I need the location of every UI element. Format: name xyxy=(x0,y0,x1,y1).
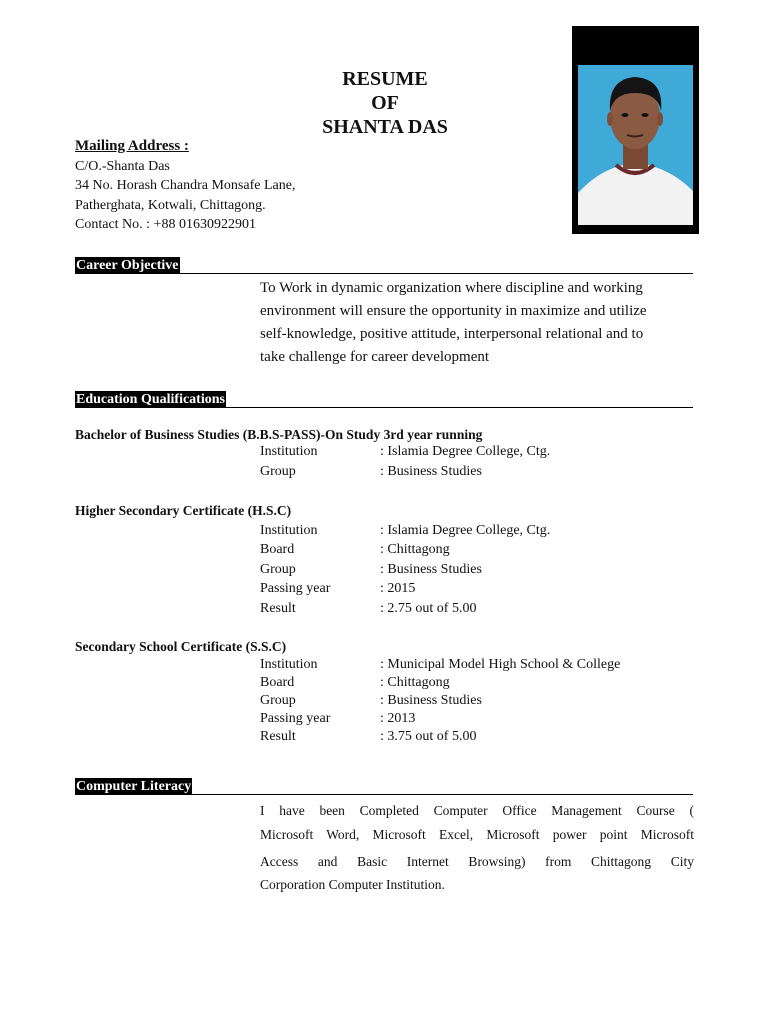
profile-photo xyxy=(572,26,699,234)
contact-number: Contact No. : +88 01630922901 xyxy=(75,217,256,232)
computer-line-2: Microsoft Word, Microsoft Excel, Microsoft power point Microsoft xyxy=(260,827,694,842)
mailing-line-city: Patherghata, Kotwali, Chittagong. xyxy=(75,198,266,213)
career-objective-text xyxy=(260,277,694,369)
portrait-photo-icon xyxy=(578,65,693,225)
resume-title-line-2: OF xyxy=(371,92,399,114)
bbs-group-value: : Business Studies xyxy=(380,464,482,479)
bbs-title: Bachelor of Business Studies (B.B.S-PASS)-On Study 3rd year running xyxy=(75,427,483,442)
bbs-institution-label: Institution xyxy=(260,444,318,459)
hsc-board-value: : Chittagong xyxy=(380,542,450,557)
career-line-4: take challenge for career development xyxy=(260,349,490,365)
mailing-address-heading: Mailing Address : xyxy=(75,138,189,154)
resume-title-line-1: RESUME xyxy=(342,68,428,90)
ssc-passing-year-value: : 2013 xyxy=(380,711,416,726)
hsc-institution-value: : Islamia Degree College, Ctg. xyxy=(380,523,551,538)
bbs-institution-value: : Islamia Degree College, Ctg. xyxy=(380,444,551,459)
computer-line-1: I have been Completed Computer Office Management Course ( xyxy=(260,803,694,818)
career-line-3: self-knowledge, positive attitude, interpersonal relational and to xyxy=(260,326,644,342)
ssc-group-label: Group xyxy=(260,693,296,708)
hsc-result-label: Result xyxy=(260,601,296,616)
hsc-group-label: Group xyxy=(260,562,296,577)
career-line-1: To Work in dynamic organization where discipline and working xyxy=(260,280,643,296)
ssc-board-label: Board xyxy=(260,675,295,690)
computer-line-4: Corporation Computer Institution. xyxy=(260,877,445,892)
education-heading: Education Qualifications xyxy=(76,392,225,407)
ssc-title: Secondary School Certificate (S.S.C) xyxy=(75,639,287,654)
hsc-passing-year-label: Passing year xyxy=(260,581,331,596)
ssc-institution-label: Institution xyxy=(260,657,318,672)
hsc-institution-label: Institution xyxy=(260,523,318,538)
hsc-result-value: : 2.75 out of 5.00 xyxy=(380,601,477,616)
bbs-group-label: Group xyxy=(260,464,296,479)
ssc-board-value: : Chittagong xyxy=(380,675,450,690)
ssc-passing-year-label: Passing year xyxy=(260,711,331,726)
resume-title-name: SHANTA DAS xyxy=(322,116,448,138)
ssc-result-label: Result xyxy=(260,729,296,744)
hsc-title: Higher Secondary Certificate (H.S.C) xyxy=(75,503,292,518)
hsc-board-label: Board xyxy=(260,542,295,557)
computer-literacy-heading: Computer Literacy xyxy=(76,779,192,794)
computer-line-3: Access and Basic Internet Browsing) from Chittagong City xyxy=(260,854,694,869)
ssc-institution-value: : Municipal Model High School & College xyxy=(380,657,621,672)
ssc-result-value: : 3.75 out of 5.00 xyxy=(380,729,477,744)
hsc-group-value: : Business Studies xyxy=(380,562,482,577)
career-line-2: environment will ensure the opportunity in maximize and utilize xyxy=(260,303,647,319)
mailing-line-care-of: C/O.-Shanta Das xyxy=(75,159,170,174)
career-objective-heading: Career Objective xyxy=(76,258,179,273)
hsc-passing-year-value: : 2015 xyxy=(380,581,416,596)
ssc-group-value: : Business Studies xyxy=(380,693,482,708)
mailing-line-street: 34 No. Horash Chandra Monsafe Lane, xyxy=(75,178,296,193)
